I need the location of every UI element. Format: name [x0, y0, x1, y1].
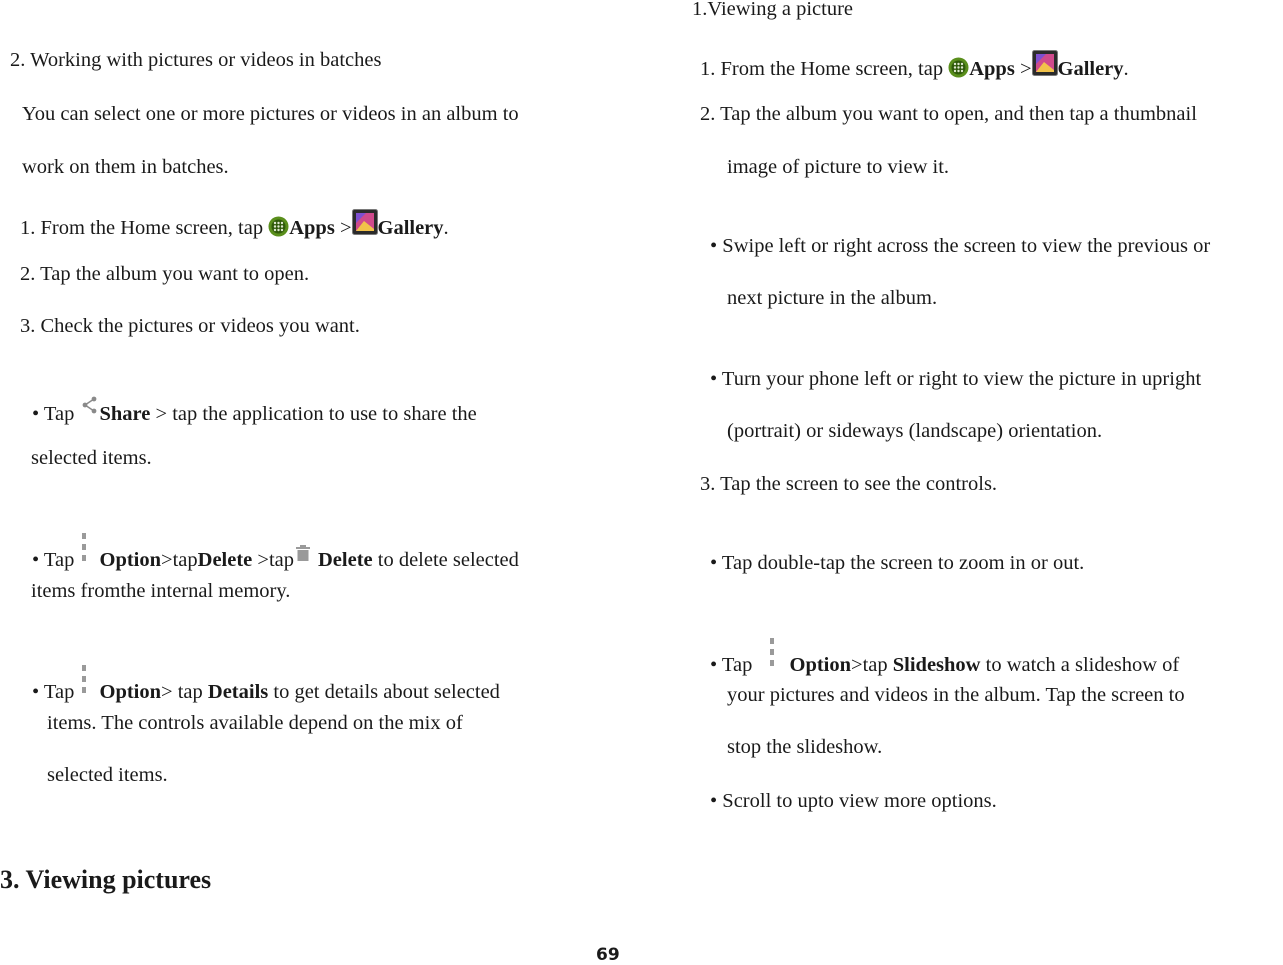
- bullet-text: to get details about selected: [268, 681, 500, 703]
- gallery-icon: [1032, 50, 1058, 83]
- share-label: Share: [99, 403, 151, 425]
- swipe-line-1: • Swipe left or right across the screen to view the previous or: [710, 235, 1211, 257]
- page-number: 69: [596, 945, 620, 965]
- bullet-share: [32, 395, 477, 427]
- bullet-text: > tap: [161, 681, 208, 703]
- right-step-1: [700, 50, 1129, 85]
- slideshow-line-2: your pictures and videos in the album. Tap the screen to: [727, 684, 1185, 706]
- section-heading: 3. Viewing pictures: [0, 865, 212, 894]
- gallery-label: Gallery: [377, 217, 444, 239]
- section-title: 2. Working with pictures or videos in batches: [10, 49, 382, 71]
- left-step-1: [20, 209, 449, 244]
- option-label: Option: [789, 654, 852, 676]
- apps-grid-icon: [268, 216, 289, 244]
- option-label: Option: [99, 549, 162, 571]
- bullet-details-line-3: selected items.: [47, 764, 168, 786]
- bullet-text: >tap: [851, 654, 893, 676]
- slideshow-bullet: [710, 637, 1179, 678]
- step-text: 1. From the Home screen, tap: [700, 58, 949, 80]
- bullet-text: to delete selected: [372, 549, 519, 571]
- bullet-text: to watch a slideshow of: [980, 654, 1180, 676]
- bullet-share-line-2: selected items.: [31, 447, 152, 469]
- right-step-2-line-2: image of picture to view it.: [727, 156, 950, 178]
- delete-label: Delete: [197, 549, 253, 571]
- slideshow-line-3: stop the slideshow.: [727, 736, 883, 758]
- separator: >: [1014, 58, 1032, 80]
- right-title: 1.Viewing a picture: [692, 0, 854, 20]
- bullet-text: • Tap: [32, 681, 80, 703]
- turn-line-2: (portrait) or sideways (landscape) orientation.: [727, 420, 1103, 442]
- left-step-2: 2. Tap the album you want to open.: [20, 263, 310, 285]
- left-step-3: 3. Check the pictures or videos you want.: [20, 315, 360, 337]
- bullet-delete-line-2: items fromthe internal memory.: [31, 580, 291, 602]
- bullet-details-line-2: items. The controls available depend on the mix of: [47, 712, 463, 734]
- bullet-text: • Tap: [32, 549, 80, 571]
- scroll-bullet: • Scroll to upto view more options.: [710, 790, 997, 812]
- gallery-icon: [352, 209, 378, 242]
- slideshow-label: Slideshow: [892, 654, 981, 676]
- menu-dots-icon: [80, 532, 88, 569]
- bullet-text: • Tap: [32, 403, 80, 425]
- doubletap-bullet: • Tap double-tap the screen to zoom in or out.: [710, 552, 1085, 574]
- bullet-text: >tap: [252, 549, 294, 571]
- turn-line-1: • Turn your phone left or right to view the picture in upright: [710, 368, 1202, 390]
- period: .: [443, 217, 449, 239]
- menu-dots-icon: [80, 664, 88, 701]
- intro-line-1: You can select one or more pictures or videos in an album to: [22, 103, 519, 125]
- apps-label: Apps: [969, 58, 1015, 80]
- period: .: [1123, 58, 1129, 80]
- delete-label: Delete: [318, 549, 373, 571]
- apps-grid-icon: [948, 57, 969, 85]
- separator: >: [334, 217, 352, 239]
- trash-icon: [294, 543, 312, 569]
- option-label: Option: [99, 681, 162, 703]
- bullet-text: • Tap: [710, 654, 758, 676]
- menu-dots-icon: [768, 637, 776, 674]
- details-label: Details: [207, 681, 269, 703]
- gallery-label: Gallery: [1057, 58, 1124, 80]
- bullet-text: > tap the application to use to share the: [150, 403, 477, 425]
- swipe-line-2: next picture in the album.: [727, 287, 938, 309]
- intro-line-2: work on them in batches.: [22, 156, 229, 178]
- bullet-delete: [32, 532, 519, 573]
- right-step-2-line-1: 2. Tap the album you want to open, and then tap a thumbnail: [700, 103, 1197, 125]
- bullet-text: >tap: [161, 549, 198, 571]
- share-icon: [80, 395, 100, 421]
- bullet-details: [32, 664, 500, 705]
- right-step-3: 3. Tap the screen to see the controls.: [700, 473, 998, 495]
- apps-label: Apps: [289, 217, 335, 239]
- step-text: 1. From the Home screen, tap: [20, 217, 269, 239]
